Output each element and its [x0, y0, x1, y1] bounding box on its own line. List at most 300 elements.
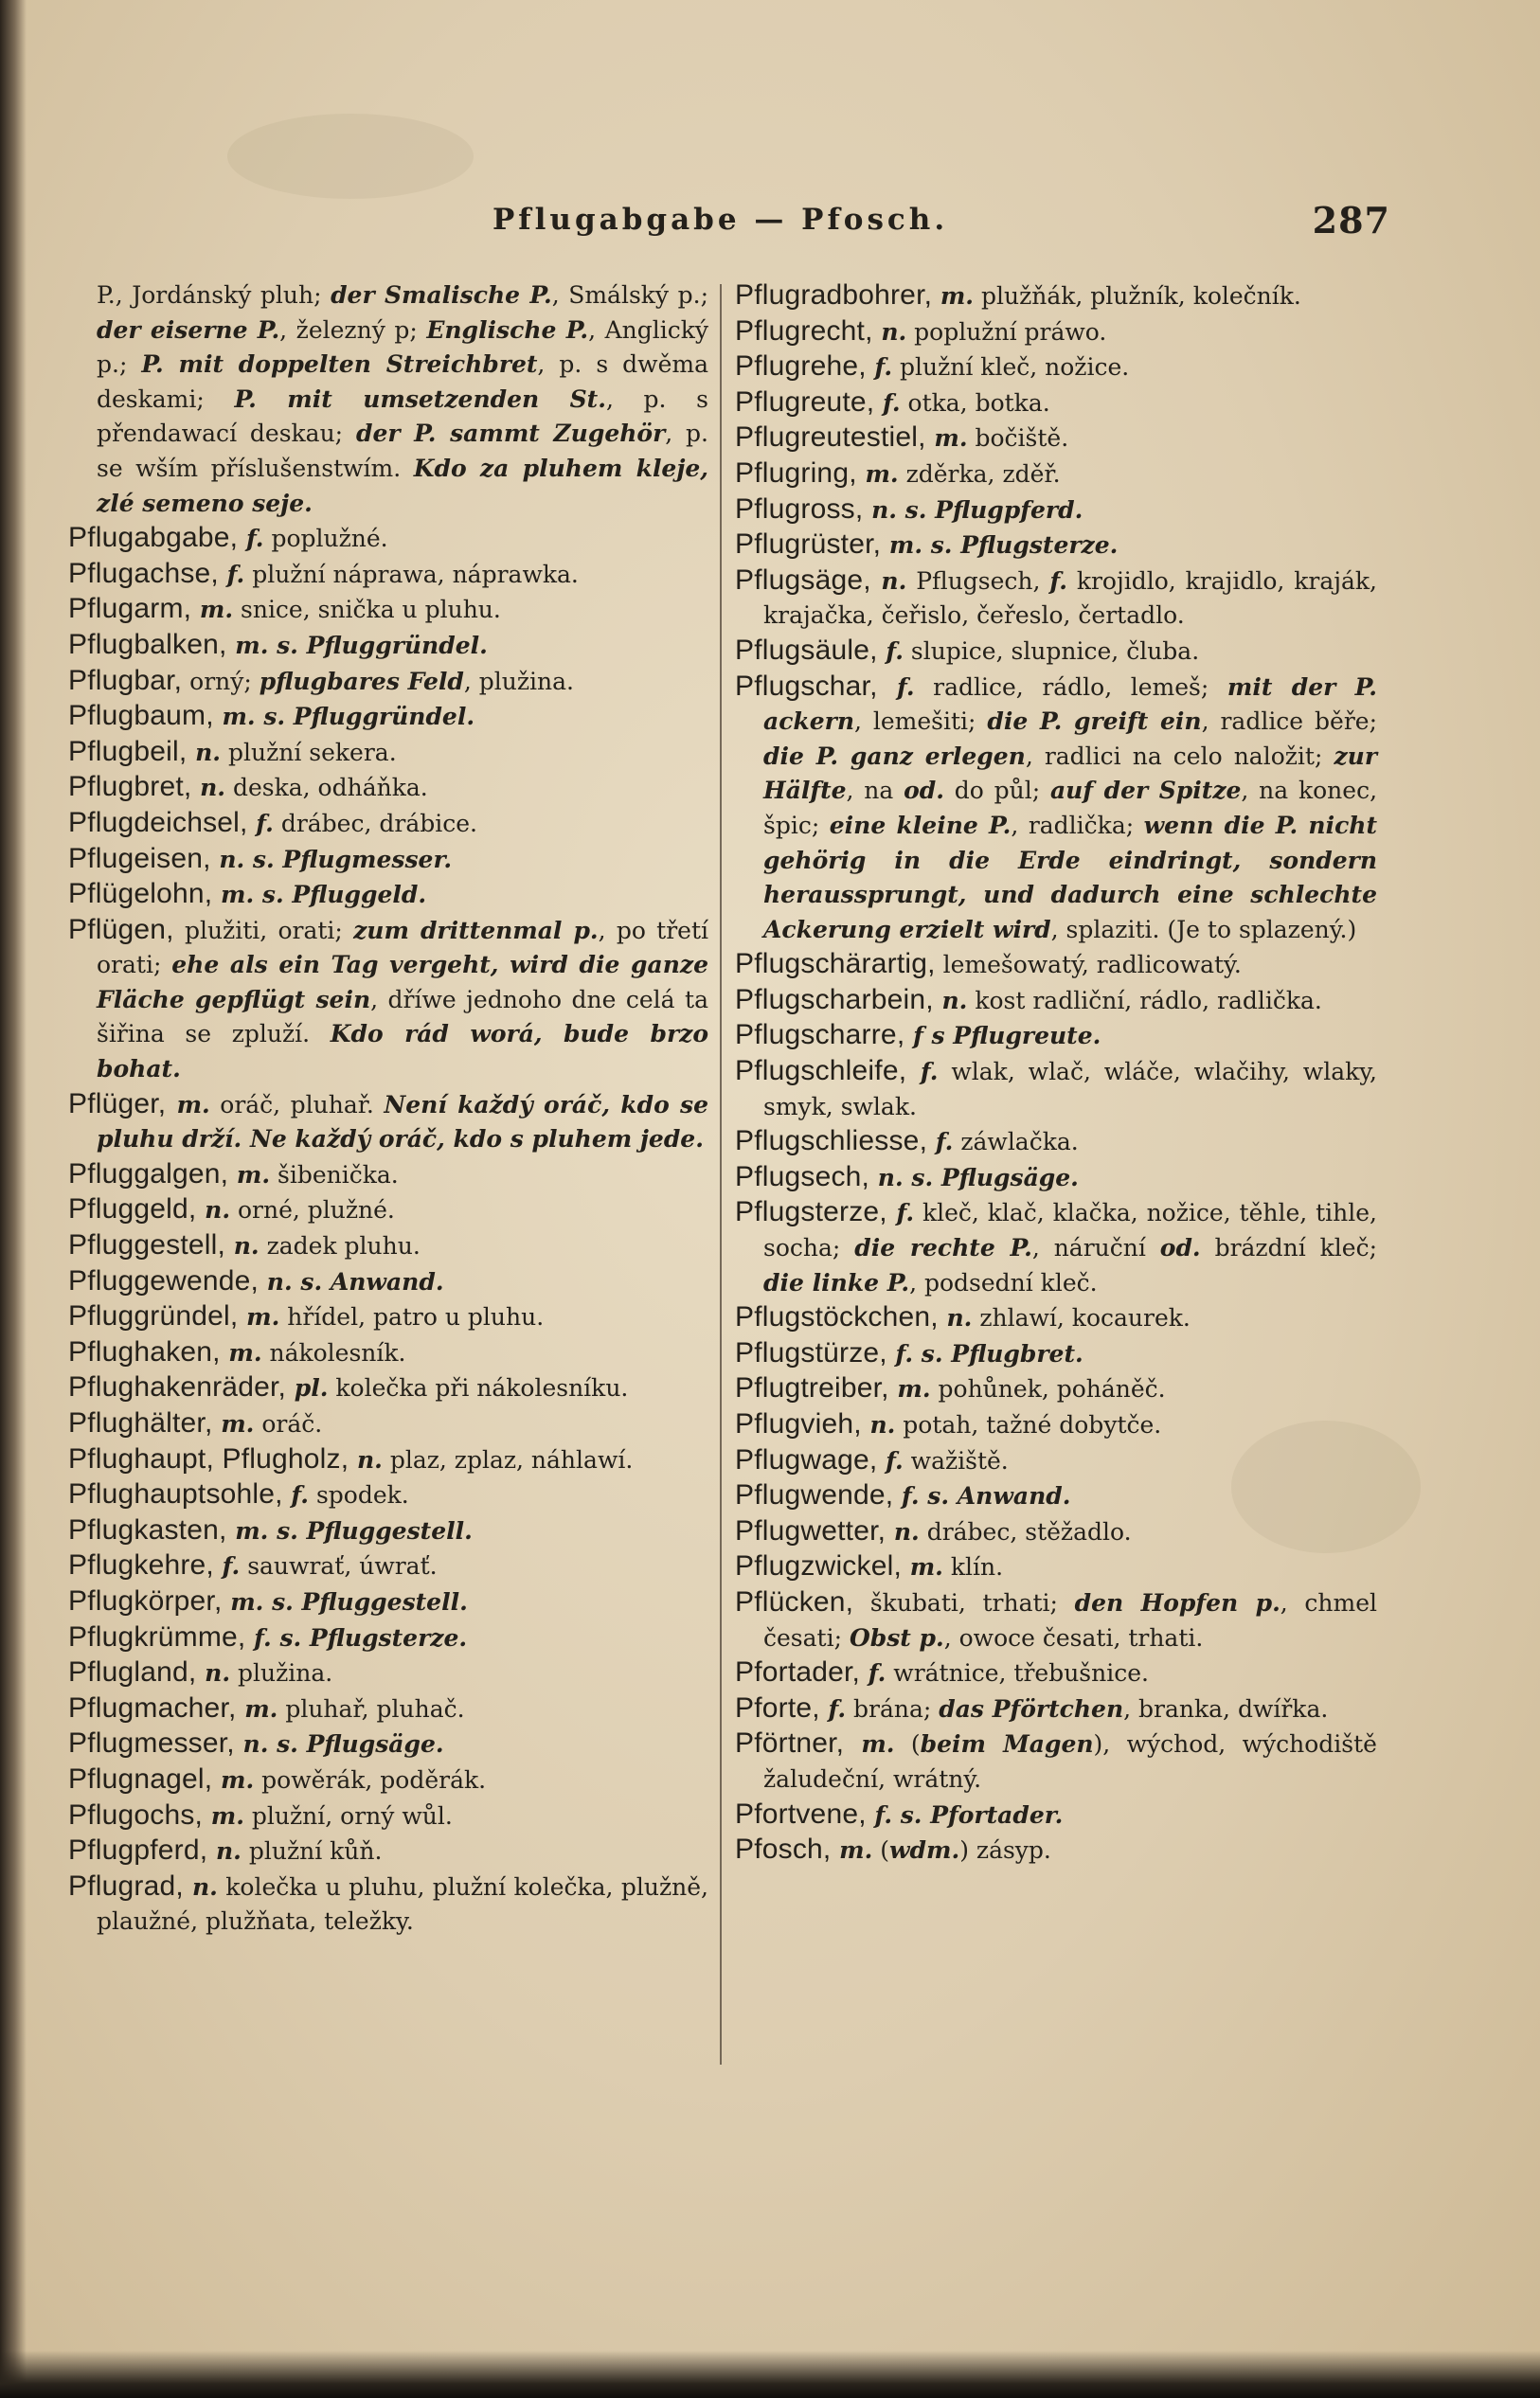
definition-text: , p. se wším příslušenstwím. — [97, 420, 709, 482]
headword: Pflugdeichsel, — [68, 806, 248, 838]
definition-text: oráč. — [254, 1410, 323, 1438]
dictionary-entry — [735, 385, 1377, 421]
definition-text: potah, tažné dobytče. — [895, 1411, 1162, 1439]
example-phrase: Obst p. — [849, 1623, 944, 1652]
headword: Pflüger, — [68, 1087, 167, 1119]
grammar-label: n. s. Pflugsäge. — [869, 1163, 1079, 1191]
definition-text: ( — [872, 1836, 890, 1865]
grammar-label: m. — [203, 1801, 244, 1830]
definition-text: pluhař, pluhač. — [278, 1694, 465, 1723]
dictionary-entry — [735, 1443, 1377, 1479]
headword: Pflugkasten, — [68, 1513, 227, 1546]
example-phrase: die rechte P. — [854, 1234, 1032, 1262]
grammar-label: f. — [238, 525, 264, 553]
grammar-label: f. — [866, 353, 893, 382]
grammar-label: f. — [247, 809, 274, 837]
definition-text: krojidlo, krajidlo, kraják, krajačka, čeřislo, čeřeslo, čertadlo. — [763, 566, 1377, 630]
definition-text: ) zásyp. — [959, 1836, 1051, 1865]
definition-text: plužiti, orati; — [173, 916, 354, 944]
grammar-label: n. s. Pflugsäge. — [234, 1730, 444, 1759]
definition-text: , Smálský p.; — [551, 281, 708, 309]
grammar-label: f. — [213, 1552, 241, 1581]
headword: Pfortvene, — [735, 1798, 867, 1830]
grammar-label: m. — [888, 1375, 931, 1404]
definition-text: , na konec, špic; — [763, 777, 1378, 839]
definition-text: plužňák, plužník, kolečník. — [974, 282, 1301, 310]
headword: Pflugrüster, — [735, 528, 882, 561]
grammar-label: f. — [886, 1199, 915, 1227]
headword: Pflugmacher, — [68, 1691, 237, 1724]
headword: Pflughaken, — [68, 1335, 221, 1368]
dictionary-entry — [68, 1370, 708, 1406]
dictionary-entry — [735, 314, 1377, 350]
dictionary-entry — [68, 1584, 708, 1620]
definition-text: , owoce česati, trhati. — [943, 1623, 1204, 1652]
left-column — [68, 278, 708, 1940]
headword: Pfortader, — [735, 1656, 861, 1689]
grammar-label: f. s. Pfortader. — [866, 1800, 1064, 1829]
grammar-label: n. s. Pflugmesser. — [210, 845, 453, 873]
headword: Pflugwende, — [735, 1479, 894, 1512]
dictionary-entry — [68, 1087, 708, 1157]
definition-text: P., Jordánský pluh; — [97, 281, 331, 309]
example-phrase: P. mit umsetzenden St. — [234, 385, 606, 413]
headword: Pflugabgabe, — [68, 522, 239, 554]
definition-text: wlak, wlač, wláče, wlačihy, wlaky, smyk, swlak. — [763, 1058, 1377, 1120]
headword: Pflugkrümme, — [68, 1620, 246, 1653]
headword: Pflugsäule, — [735, 634, 878, 666]
dictionary-entry — [68, 1691, 708, 1727]
dictionary-entry — [735, 670, 1377, 948]
grammar-label: m. — [236, 1694, 278, 1723]
definition-text: deska, odháňka. — [225, 774, 428, 802]
headword: Pflugarm, — [68, 593, 192, 625]
headword: Pfluggalgen, — [68, 1157, 229, 1190]
headword: Pflügelohn, — [68, 878, 213, 910]
definition-text: snice, snička u pluhu. — [233, 596, 501, 624]
grammar-label: m. s. Pfluggestell. — [222, 1587, 468, 1616]
example-phrase: der P. sammt Zugehör — [355, 420, 666, 448]
dictionary-entry — [735, 1514, 1377, 1550]
headword: Pflugschleife, — [735, 1055, 907, 1087]
grammar-label: f. — [860, 1659, 886, 1688]
dictionary-entry — [735, 1336, 1377, 1372]
definition-text: lemešowatý, radlicowatý. — [935, 951, 1242, 979]
definition-text: poplužní práwo. — [906, 317, 1107, 346]
definition-text: , Anglický p.; — [97, 315, 708, 379]
definition-text: powěrák, poděrák. — [254, 1765, 487, 1794]
dictionary-entry — [735, 528, 1377, 564]
headword: Pforte, — [735, 1691, 820, 1724]
headword: Pflugmesser, — [68, 1727, 235, 1760]
grammar-label: m. — [856, 459, 899, 488]
headword: Pflugzwickel, — [735, 1550, 902, 1583]
grammar-label: f. — [819, 1694, 847, 1723]
definition-text: plužní náprawa, náprawka. — [244, 560, 579, 588]
definition-text: , po třetí orati; — [97, 916, 708, 979]
dictionary-entry — [735, 1549, 1377, 1585]
headword: Pflugpferd, — [68, 1834, 208, 1867]
dictionary-entry — [68, 1798, 708, 1834]
grammar-label: m. s. Pfluggestell. — [226, 1516, 473, 1545]
headword: Pflugvieh, — [735, 1408, 862, 1440]
headword: Pflugstöckchen, — [735, 1301, 939, 1333]
grammar-label: n. — [207, 1837, 242, 1866]
dictionary-entry — [68, 1264, 708, 1300]
running-title: Pflugabgabe — Pfosch. — [492, 203, 949, 237]
example-phrase: mit der P. ackern — [763, 672, 1377, 736]
grammar-label: n. — [196, 1659, 231, 1688]
dictionary-entry — [735, 492, 1377, 528]
example-phrase: die P. ganz erlegen — [763, 742, 1026, 770]
dictionary-entry — [735, 1798, 1377, 1834]
dictionary-entry — [68, 628, 708, 664]
definition-text: , splaziti. (Je to splazený.) — [1050, 915, 1357, 943]
definition-text: drábec, stěžadlo. — [919, 1517, 1132, 1546]
dictionary-entry — [68, 521, 708, 557]
headword: Pflugreute, — [735, 385, 875, 418]
definition-text: , plužina. — [463, 667, 575, 695]
dictionary-entry — [68, 1335, 708, 1371]
definition-text: ), wýchod, wýchodiště žaludeční, wrátný. — [763, 1730, 1377, 1793]
headword: Pflugwage, — [735, 1443, 878, 1476]
headword: Pförtner, — [735, 1727, 845, 1760]
example-phrase: das Pförtchen — [939, 1694, 1124, 1723]
example-phrase: der Smalische P. — [331, 281, 552, 309]
headword: Pflugross, — [735, 492, 864, 525]
example-phrase: zum drittenmal p. — [353, 916, 599, 944]
definition-text: , železný p; — [279, 315, 427, 344]
headword: Pflugrecht, — [735, 314, 873, 347]
grammar-label: n. — [191, 774, 226, 802]
dictionary-entry — [68, 1870, 708, 1940]
grammar-label: f. — [877, 672, 915, 701]
dictionary-entry — [735, 1160, 1377, 1196]
dictionary-entry — [735, 421, 1377, 456]
grammar-label: n. — [938, 1304, 973, 1333]
headword: Pflugkehre, — [68, 1549, 214, 1582]
grammar-label: f. — [218, 560, 245, 588]
headword: Pflugkörper, — [68, 1584, 223, 1617]
definition-text: nákolesník. — [261, 1338, 406, 1367]
definition-text: škubati, trhati; — [853, 1588, 1075, 1617]
definition-text: kleč, klač, klačka, nožice, těhle, tihle, socha; — [763, 1199, 1377, 1262]
dictionary-entry — [68, 592, 708, 628]
headword: Pflugschar, — [735, 670, 878, 702]
headword: Pflugscharre, — [735, 1019, 905, 1051]
dictionary-entry — [735, 1124, 1377, 1160]
grammar-label: f. — [927, 1128, 954, 1156]
dictionary-entry — [68, 278, 708, 521]
headword: Pflugland, — [68, 1656, 197, 1689]
definition-text: wažiště. — [903, 1446, 1009, 1475]
example-phrase: zur Hälfte — [763, 742, 1378, 805]
example-phrase: eine kleine P. — [829, 811, 1012, 839]
definition-text: Pflugsech, — [906, 566, 1050, 595]
dictionary-entry — [68, 1620, 708, 1656]
example-phrase: od. — [904, 777, 944, 805]
headword: Pflugradbohrer, — [735, 279, 933, 311]
example-phrase: die P. greift ein — [987, 707, 1202, 736]
dictionary-entry — [68, 770, 708, 806]
example-phrase: die linke P. — [763, 1268, 910, 1297]
grammar-label: m. s. Pfluggründel. — [226, 631, 488, 659]
grammar-label: m. s. Pfluggeld. — [212, 881, 427, 909]
definition-text: bočiště. — [967, 424, 1069, 453]
definition-text: wrátnice, třebušnice. — [886, 1659, 1149, 1688]
definition-text: záwlačka. — [953, 1128, 1079, 1156]
dictionary-entry — [68, 1763, 708, 1798]
dictionary-entry — [735, 1727, 1377, 1797]
headword: Pflugochs, — [68, 1798, 204, 1831]
definition-text: plužní kleč, nožice. — [892, 353, 1130, 382]
definition-text: zhlawí, kocaurek. — [972, 1304, 1191, 1333]
definition-text: oráč, pluhař. — [209, 1090, 385, 1118]
definition-text: zadek pluhu. — [259, 1232, 421, 1261]
definition-text: pohůnek, poháněč. — [930, 1375, 1166, 1404]
headword: Pflughakenräder, — [68, 1371, 287, 1404]
grammar-label: f. — [1049, 566, 1067, 595]
example-phrase: der eiserne P. — [97, 315, 280, 344]
definition-text: drábec, drábice. — [273, 809, 477, 837]
definition-text: kolečka při nákolesníku. — [328, 1374, 629, 1403]
dictionary-entry — [735, 1300, 1377, 1336]
definition-text: hřídel, patro u pluhu. — [279, 1303, 545, 1332]
dictionary-entry — [68, 1192, 708, 1228]
definition-text: spodek. — [309, 1481, 409, 1510]
grammar-label: n. — [886, 1517, 920, 1546]
definition-text: slupice, slupnice, čluba. — [903, 636, 1200, 665]
dictionary-entry — [68, 1513, 708, 1549]
headword: Pflugrehe, — [735, 350, 867, 383]
definition-text: , p. s dwěma deskami; — [97, 350, 708, 413]
headword: Pfluggeld, — [68, 1193, 197, 1226]
dictionary-entry — [735, 1833, 1377, 1869]
headword: Pflugschliesse, — [735, 1125, 928, 1157]
definition-text: , radlici na celo naložit; — [1025, 742, 1334, 770]
headword: Pflugbalken, — [68, 628, 227, 660]
definition-text: , na — [846, 777, 904, 805]
example-phrase: od. — [1159, 1234, 1201, 1262]
paper-stain — [227, 114, 474, 199]
dictionary-entry — [68, 806, 708, 842]
definition-text: orné, plužné. — [230, 1196, 395, 1225]
example-phrase: wenn die P. nicht gehörig in die Erde eindringt, sondern heraussprungt, und dadurch eine schlechte Ackerung erzielt wird — [763, 811, 1378, 943]
dictionary-entry — [735, 1371, 1377, 1407]
grammar-label: m. — [228, 1160, 271, 1189]
grammar-label: m. — [212, 1765, 255, 1794]
dictionary-entry — [735, 1691, 1377, 1727]
dictionary-entry — [735, 1585, 1377, 1655]
grammar-label: m. — [831, 1836, 873, 1865]
dictionary-entry — [68, 1548, 708, 1584]
headword: Pflugsäge, — [735, 564, 871, 596]
dictionary-entry — [735, 349, 1377, 385]
definition-text: plaz, zplaz, náhlawí. — [382, 1445, 634, 1474]
headword: Pflugwetter, — [735, 1514, 886, 1547]
headword: Pflugbret, — [68, 771, 192, 803]
dictionary-entry — [735, 278, 1377, 314]
dictionary-entry — [735, 947, 1377, 983]
headword: Pflugschärartig, — [735, 948, 936, 980]
dictionary-entry — [68, 664, 708, 700]
dictionary-entry — [68, 1442, 708, 1478]
headword: Pflugstürze, — [735, 1336, 887, 1369]
dictionary-entry — [735, 983, 1377, 1019]
definition-text: , lemešiti; — [854, 707, 988, 736]
grammar-label: f s Pflugreute. — [904, 1022, 1101, 1050]
grammar-label: m. — [932, 282, 975, 310]
headword: Pflugscharbein, — [735, 983, 934, 1015]
example-phrase: ehe als ein Tag vergeht, wird die ganze Fläche gepflügt sein — [97, 951, 708, 1013]
grammar-label: m. — [166, 1090, 210, 1118]
grammar-label: f. — [906, 1058, 939, 1086]
definition-text: , podsední kleč. — [909, 1268, 1098, 1297]
headword: Pflugbeil, — [68, 735, 188, 767]
grammar-label: f. — [282, 1481, 309, 1510]
definition-text: šibenička. — [270, 1160, 399, 1189]
grammar-label: n. — [872, 317, 907, 346]
grammar-label: m. — [220, 1338, 262, 1367]
grammar-label: pl. — [286, 1374, 329, 1403]
dictionary-entry — [68, 557, 708, 593]
grammar-label: f. s. Anwand. — [893, 1482, 1071, 1511]
grammar-label: n. — [183, 1872, 218, 1901]
definition-text: ( — [894, 1730, 921, 1759]
definition-text: sauwrať, úwrať. — [240, 1552, 438, 1581]
dictionary-entry — [68, 699, 708, 735]
dictionary-entry — [68, 1655, 708, 1691]
definition-text: brázdní kleč; — [1200, 1234, 1377, 1262]
definition-text: kolečka u pluhu, plužní kolečka, plužně, plaužné, plužňata, teležky. — [97, 1872, 708, 1936]
headword: Pfluggestell, — [68, 1229, 226, 1262]
example-phrase: pflugbares Feld — [259, 667, 464, 695]
headword: Pflugrad, — [68, 1870, 184, 1902]
grammar-label: m. — [238, 1303, 280, 1332]
dictionary-entry — [735, 564, 1377, 634]
definition-text: , p. s přendawací deskau; — [97, 385, 709, 448]
headword: Pflugbaum, — [68, 700, 214, 732]
grammar-label: n. — [196, 1196, 231, 1225]
grammar-label: m. — [844, 1730, 895, 1759]
grammar-label: f. — [877, 636, 904, 665]
definition-text: orný; — [182, 667, 260, 695]
definition-text: zděrka, zděř. — [898, 459, 1061, 488]
headword: Pflugeisen, — [68, 842, 211, 874]
example-phrase: auf der Spitze — [1049, 777, 1242, 805]
headword: Pflugreutestiel, — [735, 421, 926, 454]
example-phrase: beim Magen — [920, 1730, 1094, 1759]
definition-text: otka, botka. — [900, 388, 1050, 417]
definition-text: poplužné. — [263, 525, 388, 553]
grammar-label: m. s. Pfluggründel. — [213, 703, 475, 731]
dictionary-entry — [68, 1157, 708, 1193]
headword: Pflugnagel, — [68, 1763, 213, 1795]
grammar-label: m. s. Pflugsterze. — [881, 531, 1119, 560]
definition-text: , náruční — [1031, 1234, 1160, 1262]
definition-text: , chmel česati; — [763, 1588, 1377, 1652]
grammar-label: n. — [187, 738, 222, 766]
headword: Pflughaupt, Pflugholz, — [68, 1442, 349, 1475]
definition-text: , radlička; — [1011, 811, 1144, 839]
headword: Pfluggewende, — [68, 1264, 260, 1297]
example-phrase: Kdo za pluhem kleje, zlé semeno seje. — [97, 454, 708, 517]
dictionary-entry — [68, 877, 708, 913]
example-phrase: Kdo rád worá, bude brzo bohat. — [97, 1020, 708, 1083]
grammar-label: n. — [225, 1232, 260, 1261]
dictionary-entry — [68, 913, 708, 1087]
dictionary-entry — [68, 1834, 708, 1870]
headword: Pflücken, — [735, 1585, 854, 1618]
headword: Pfosch, — [735, 1834, 832, 1866]
running-header — [76, 197, 1390, 248]
definition-text: kost radliční, rádlo, radlička. — [967, 986, 1322, 1014]
definition-text: plužní, orný wůl. — [243, 1801, 453, 1830]
definition-text: do půl; — [943, 777, 1050, 805]
grammar-label: n. — [861, 1411, 896, 1439]
dictionary-entry — [735, 1018, 1377, 1054]
grammar-label: n. s. Pflugpferd. — [863, 495, 1083, 524]
dictionary-entry — [68, 1228, 708, 1264]
definition-text: plužní kůň. — [241, 1837, 383, 1866]
example-phrase: Englische P. — [426, 315, 589, 344]
definition-text: , dříwe jednoho dne celá ta šiřina se zpluží. — [97, 985, 708, 1048]
dictionary-entry — [68, 1299, 708, 1335]
headword: Pflugsech, — [735, 1160, 870, 1192]
grammar-label: n. — [933, 986, 968, 1014]
dictionary-entry — [68, 1477, 708, 1513]
dictionary-entry — [68, 842, 708, 878]
definition-text: plužina. — [230, 1659, 333, 1688]
definition-text: , branka, dwířka. — [1123, 1694, 1329, 1723]
definition-text: brána; — [846, 1694, 940, 1723]
column-divider — [720, 284, 722, 2065]
right-column — [735, 278, 1377, 1869]
example-phrase: den Hopfen p. — [1074, 1588, 1280, 1617]
grammar-label: n. — [870, 566, 907, 595]
grammar-label: f. s. Pflugbret. — [886, 1339, 1083, 1368]
headword: Pfluggründel, — [68, 1300, 239, 1333]
grammar-label: f. — [874, 388, 901, 417]
grammar-label: m. — [925, 424, 968, 453]
page-number: 287 — [1312, 199, 1390, 242]
definition-text: klín. — [942, 1553, 1004, 1582]
grammar-label: f. — [877, 1446, 904, 1475]
grammar-label: m. — [212, 1410, 255, 1438]
grammar-label: n. — [349, 1445, 383, 1474]
headword: Pflügen, — [68, 913, 174, 945]
example-phrase: wdm. — [889, 1836, 960, 1865]
grammar-label: f. s. Pflugsterze. — [245, 1623, 468, 1652]
headword: Pflugsterze, — [735, 1196, 887, 1228]
headword: Pflugtreiber, — [735, 1372, 889, 1405]
headword: Pflugachse, — [68, 557, 219, 589]
dictionary-entry — [68, 735, 708, 771]
dictionary-entry — [68, 1727, 708, 1763]
dictionary-entry — [735, 456, 1377, 492]
definition-text: radlice, rádlo, lemeš; — [914, 672, 1227, 701]
dictionary-entry — [735, 1478, 1377, 1514]
grammar-label: n. s. Anwand. — [259, 1267, 444, 1296]
dictionary-entry — [68, 1406, 708, 1442]
headword: Pflugring, — [735, 456, 857, 489]
dictionary-entry — [735, 1195, 1377, 1300]
example-phrase: Není každý oráč, kdo se pluhu drží. Ne každý oráč, kdo s pluhem jede. — [97, 1090, 708, 1154]
example-phrase: P. mit doppelten Streichbret — [141, 350, 538, 379]
headword: Pflughauptsohle, — [68, 1478, 283, 1511]
dictionary-entry — [735, 1407, 1377, 1443]
grammar-label: m. — [191, 596, 234, 624]
